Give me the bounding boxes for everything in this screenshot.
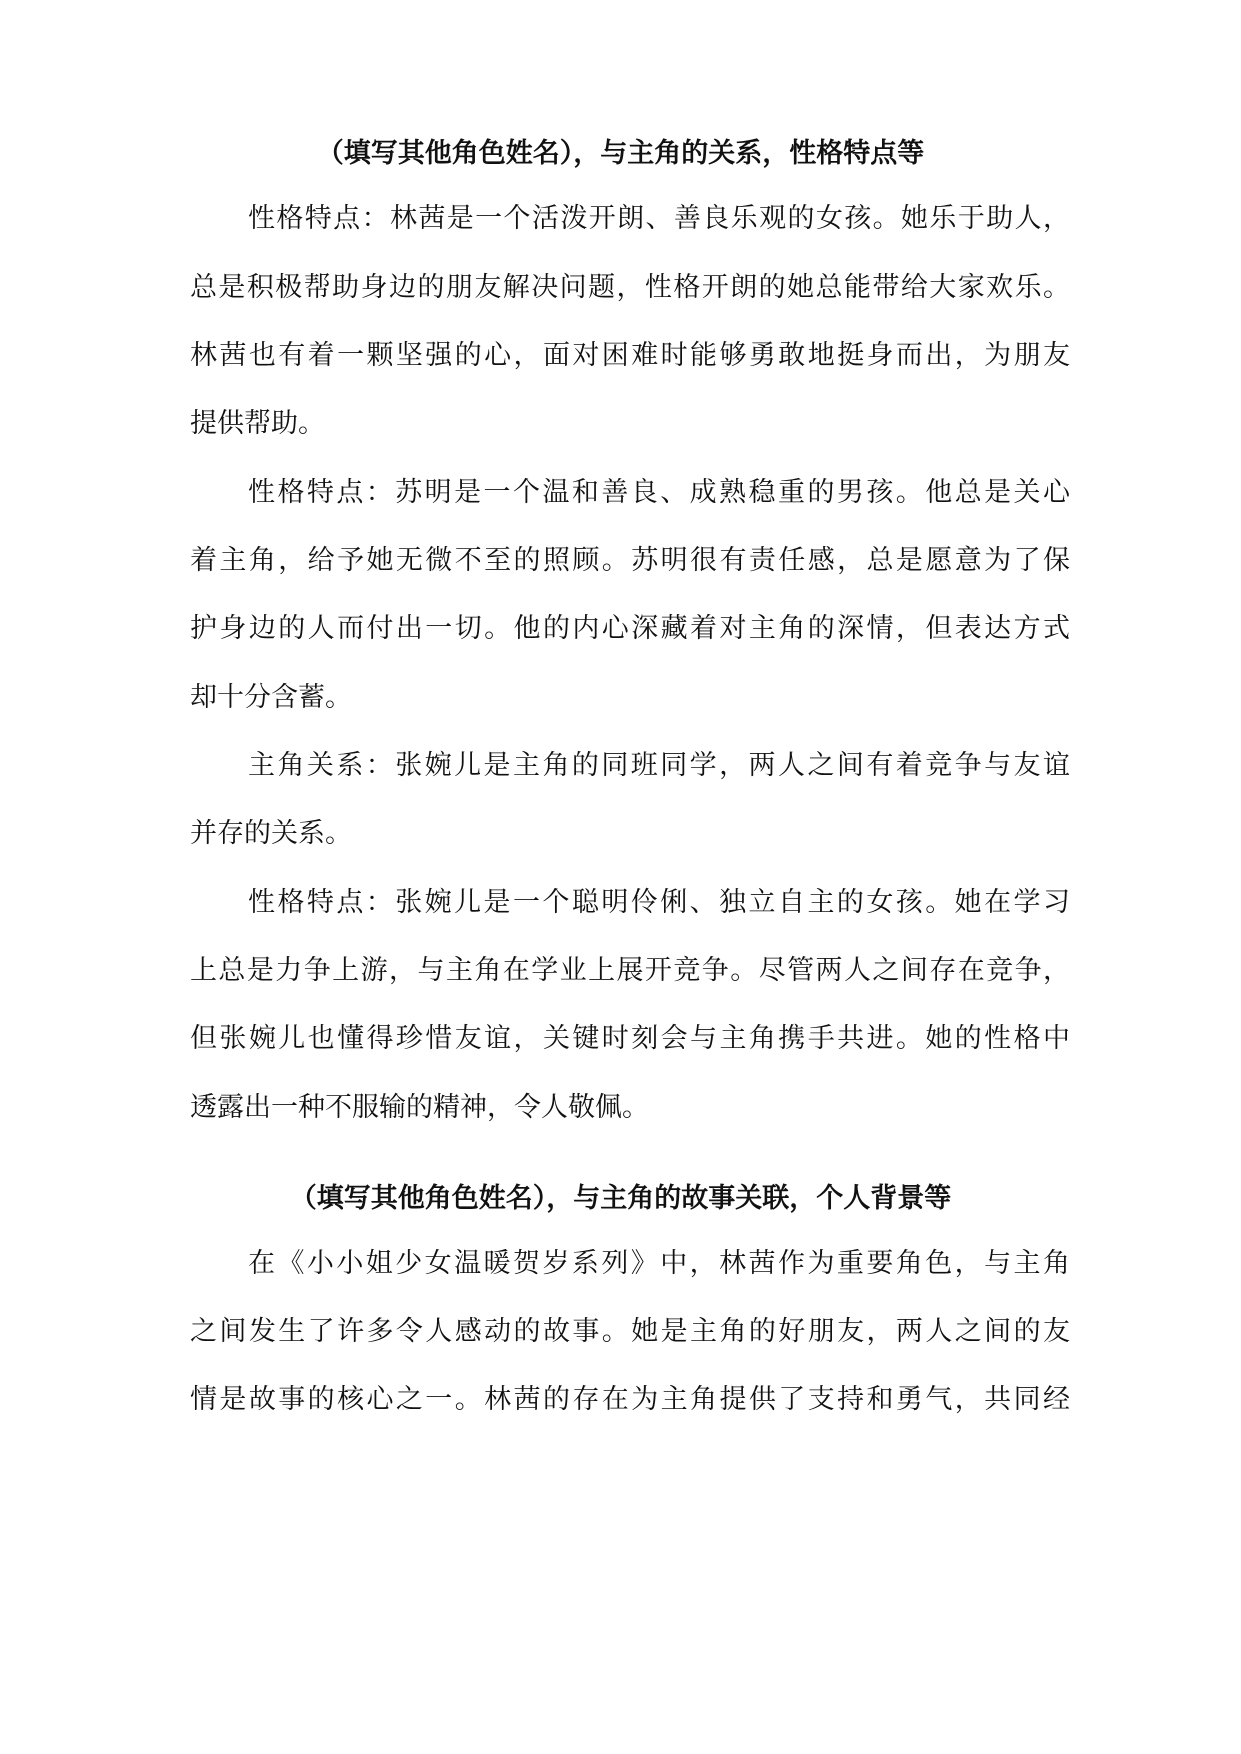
paragraph-5-line-1: 在《小小姐少女温暖贺岁系列》中，林茜作为重要角色，与主角 xyxy=(248,1248,1070,1279)
paragraph-3-line-2: 并存的关系。 xyxy=(190,818,352,849)
paragraph-4-line-2: 上总是力争上游，与主角在学业上展开竞争。尽管两人之间存在竞争， xyxy=(190,955,1070,986)
paragraph-1-line-1: 性格特点：林茜是一个活泼开朗、善良乐观的女孩。她乐于助人， xyxy=(248,203,1070,234)
paragraph-4-line-4: 透露出一种不服输的精神，令人敬佩。 xyxy=(190,1092,649,1123)
paragraph-3-line-1: 主角关系：张婉儿是主角的同班同学，两人之间有着竞争与友谊 xyxy=(248,750,1070,781)
section-heading-1: （填写其他角色姓名），与主角的关系，性格特点等 xyxy=(316,138,925,169)
paragraph-2-line-1: 性格特点：苏明是一个温和善良、成熟稳重的男孩。他总是关心 xyxy=(248,477,1070,508)
paragraph-2-line-2: 着主角，给予她无微不至的照顾。苏明很有责任感，总是愿意为了保 xyxy=(190,545,1070,576)
section-heading-2: （填写其他角色姓名），与主角的故事关联，个人背景等 xyxy=(289,1183,952,1214)
paragraph-1-line-2: 总是积极帮助身边的朋友解决问题，性格开朗的她总能带给大家欢乐。 xyxy=(190,272,1070,303)
paragraph-2-line-4: 却十分含蓄。 xyxy=(190,682,352,713)
paragraph-4-line-3: 但张婉儿也懂得珍惜友谊，关键时刻会与主角携手共进。她的性格中 xyxy=(190,1023,1070,1054)
paragraph-1-line-3: 林茜也有着一颗坚强的心，面对困难时能够勇敢地挺身而出，为朋友 xyxy=(190,340,1070,371)
paragraph-1-line-4: 提供帮助。 xyxy=(190,408,325,439)
paragraph-4-line-1: 性格特点：张婉儿是一个聪明伶俐、独立自主的女孩。她在学习 xyxy=(248,887,1070,918)
paragraph-2-line-3: 护身边的人而付出一切。他的内心深藏着对主角的深情，但表达方式 xyxy=(190,613,1070,644)
paragraph-5-line-2: 之间发生了许多令人感动的故事。她是主角的好朋友，两人之间的友 xyxy=(190,1316,1070,1347)
paragraph-5-line-3: 情是故事的核心之一。林茜的存在为主角提供了支持和勇气，共同经 xyxy=(190,1384,1070,1415)
